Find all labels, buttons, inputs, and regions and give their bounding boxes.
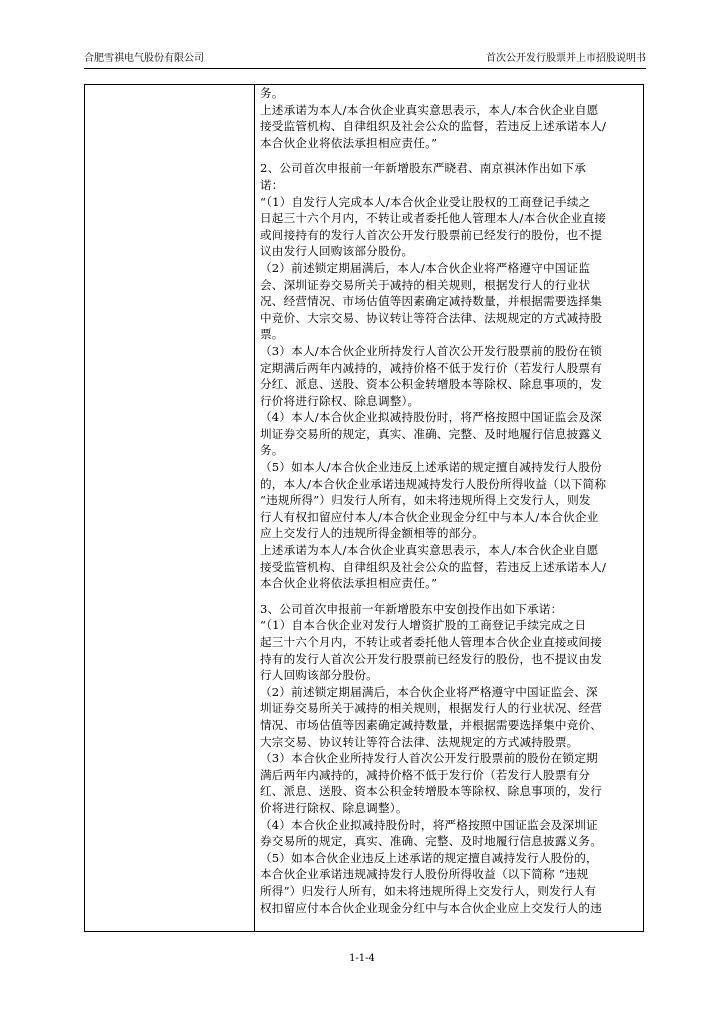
text-line: 接受监管机构、自律组织及社会公众的监督，若违反上述承诺本人/ xyxy=(260,559,607,574)
text-line: 上述承诺为本人/本合伙企业真实意思表示，本人/本合伙企业自愿 xyxy=(260,543,599,558)
text-line: “（1）自本合伙企业对发行人增资扩股的工商登记手续完成之日 xyxy=(260,618,587,633)
text-line: （2）前述锁定期届满后，本人/本合伙企业将严格遵守中国证监 xyxy=(260,260,591,275)
text-line: 本合伙企业将依法承担相应责任。” xyxy=(260,576,438,591)
text-line: 红、派息、送股、资本公积金转增股本等除权、除息事项的，发行 xyxy=(260,784,603,799)
text-line: 会、深圳证券交易所关于减持的相关规则，根据发行人的行业状 xyxy=(260,277,591,292)
text-line: （5）如本人/本合伙企业违反上述承诺的规定擅自减持发行人股份 xyxy=(260,460,602,475)
text-line: 权扣留应付本合伙企业现金分红中与本合伙企业应上交发行人的违 xyxy=(260,900,603,915)
commitment-text xyxy=(260,85,637,931)
text-line: 分红、派息、送股、资本公积金转增股本等除权、除息事项的，发 xyxy=(260,377,603,392)
text-line: 持有的发行人首次公开发行股票前已经发行的股份，也不提议由发 xyxy=(260,651,603,666)
text-line: 券交易所的规定，真实、准确、完整、及时地履行信息披露义务。 xyxy=(260,834,603,849)
text-line: （4）本合伙企业拟减持股份时，将严格按照中国证监会及深圳证 xyxy=(260,817,598,832)
document-title: 首次公开发行股票并上市招股说明书 xyxy=(486,53,646,64)
text-line: 3、公司首次申报前一年新增股东中安创投作出如下承诺： xyxy=(260,601,563,616)
text-line: （3）本人/本合伙企业所持发行人首次公开发行股票前的股份在锁 xyxy=(260,343,602,358)
text-line: 本合伙企业承诺违规减持发行人股份所得收益（以下简称 “违规 xyxy=(260,867,589,882)
text-line: 大宗交易、协议转让等符合法律、法规规定的方式减持股票。 xyxy=(260,734,579,749)
text-line: 行价将进行除权、除息调整）。 xyxy=(260,393,420,408)
text-line: 圳证券交易所的规定，真实、准确、完整、及时地履行信息披露义 xyxy=(260,426,603,441)
text-line: “违规所得”）归发行人所有，如未将违规所得上交发行人，则发 xyxy=(260,493,591,508)
column-divider xyxy=(254,85,255,931)
commitment-block-1 xyxy=(260,85,637,151)
text-line: 务。 xyxy=(260,443,284,458)
page-number: 1-1-4 xyxy=(349,953,375,964)
text-line: 议由发行人回购该部分股份。 xyxy=(260,244,414,259)
text-line: （4）本人/本合伙企业拟减持股份时，将严格按照中国证监会及深 xyxy=(260,410,602,425)
text-line: 中竞价、大宗交易、协议转让等符合法律、法规规定的方式减持股 xyxy=(260,310,603,325)
text-line: 情况、市场估值等因素确定减持数量，并根据需要选择集中竞价、 xyxy=(260,717,603,732)
commitment-table xyxy=(84,84,644,932)
company-name: 合肥雪祺电气股份有限公司 xyxy=(84,53,204,64)
text-line: （5）如本合伙企业违反上述承诺的规定擅自减持发行人股份的， xyxy=(260,850,598,865)
text-line: 2、公司首次申报前一年新增股东严晓君、南京祺沐作出如下承 xyxy=(260,161,587,176)
text-line: 诺： xyxy=(260,177,284,192)
text-line: 圳证券交易所关于减持的相关规则，根据发行人的行业状况、经营 xyxy=(260,701,603,716)
text-line: 行人回购该部分股份。 xyxy=(260,668,378,683)
text-line: 定期满后两年内减持的，减持价格不低于发行价（若发行人股票有 xyxy=(260,360,603,375)
text-line: （3）本合伙企业所持发行人首次公开发行股票前的股份在锁定期 xyxy=(260,751,598,766)
text-line: 满后两年内减持的，减持价格不低于发行价（若发行人股票有分 xyxy=(260,767,591,782)
text-line: 日起三十六个月内，不转让或者委托他人管理本人/本合伙企业直接 xyxy=(260,211,607,226)
text-line: 所得”）归发行人所有，如未将违规所得上交发行人，则发行人有 xyxy=(260,883,597,898)
text-line: 价将进行除权、除息调整）。 xyxy=(260,800,408,815)
text-line: “（1）自发行人完成本人/本合伙企业受让股权的工商登记手续之 xyxy=(260,194,591,209)
text-line: 接受监管机构、自律组织及社会公众的监督，若违反上述承诺本人/ xyxy=(260,119,607,134)
page-header xyxy=(84,50,646,69)
text-line: 上述承诺为本人/本合伙企业真实意思表示，本人/本合伙企业自愿 xyxy=(260,102,599,117)
text-line: 的，本人/本合伙企业承诺违规减持发行人股份所得收益（以下简称 xyxy=(260,476,607,491)
text-line: 起三十六个月内，不转让或者委托他人管理本合伙企业直接或间接 xyxy=(260,635,603,649)
text-line: （2）前述锁定期届满后，本合伙企业将严格遵守中国证监会、深 xyxy=(260,684,598,699)
text-line: 况、经营情况、市场估值等因素确定减持数量，并根据需要选择集 xyxy=(260,294,603,309)
commitment-block-2 xyxy=(260,160,637,591)
text-line: 应上交发行人的违规所得金额相等的部分。 xyxy=(260,526,485,541)
text-line: 票。 xyxy=(260,327,284,342)
commitment-block-3 xyxy=(260,601,637,916)
text-line: 本合伙企业将依法承担相应责任。” xyxy=(260,135,438,150)
text-line: 务。 xyxy=(260,86,284,100)
text-line: 或间接持有的发行人首次公开发行股票前已经发行的股份，也不提 xyxy=(260,227,603,242)
text-line: 行人有权扣留应付本人/本合伙企业现金分红中与本人/本合伙企业 xyxy=(260,509,599,524)
